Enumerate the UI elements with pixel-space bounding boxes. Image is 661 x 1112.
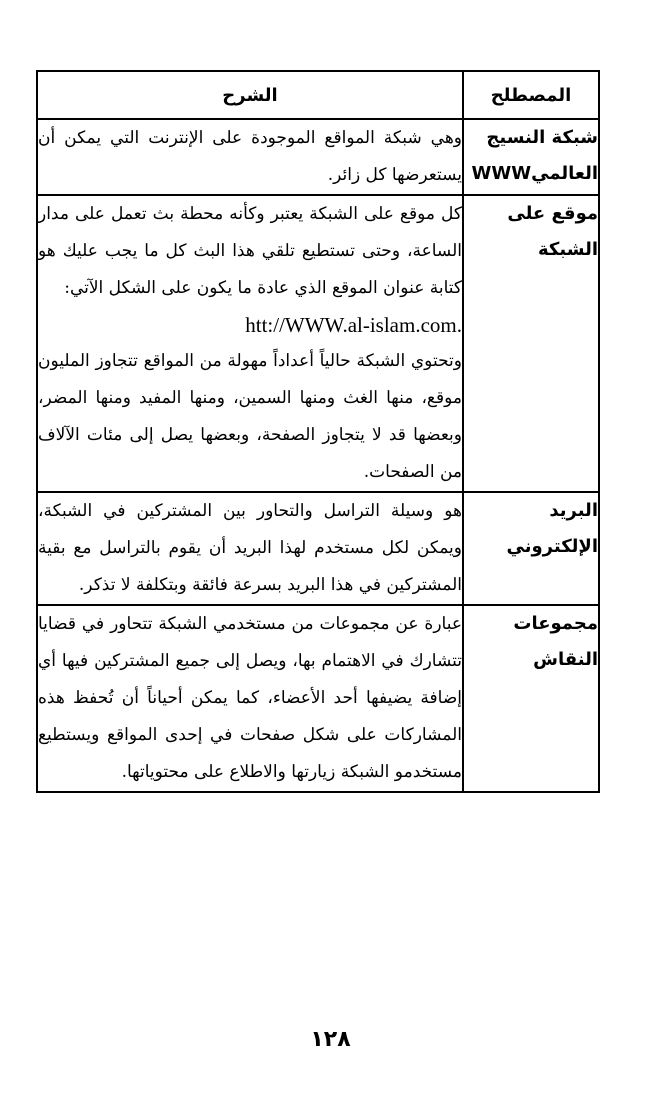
table-row [37, 195, 599, 492]
glossary-table [36, 70, 600, 793]
definition-cell: هو وسيلة التراسل والتحاور بين المشتركين في الشبكة، ويمكن لكل مستخدم لهذا البريد أن يقوم بالتراسل مع بقية المشتركين في هذا البريد بسرعة فائقة وبتكلفة لا تذكر. [37, 492, 463, 605]
term-cell: موقع على الشبكة [463, 195, 599, 492]
term-cell: شبكة النسيج العالميWWW [463, 119, 599, 195]
definition-column-header: الشرح [37, 71, 463, 119]
table-row [37, 119, 599, 195]
definition-paragraph: كل موقع على الشبكة يعتبر وكأنه محطة بث تعمل على مدار الساعة، وحتى تستطيع تلقي هذا البث كل ما يجب عليك هو كتابة عنوان الموقع الذي عادة ما يكون على الشكل الآتي: [38, 204, 462, 298]
term-cell: مجموعات النقاش [463, 605, 599, 792]
definition-paragraph: وتحتوي الشبكة حالياً أعداداً مهولة من المواقع تتجاوز المليون موقع، منها الغث ومنها السمين، ومنها المفيد ومنها المضر، وبعضها قد لا يتجاوز الصفحة، وبعضها يصل إلى مئات الآلاف من الصفحات. [38, 351, 462, 482]
term-cell: البريد الإلكتروني [463, 492, 599, 605]
term-column-header: المصطلح [463, 71, 599, 119]
example-url: htt://WWW.al-islam.com. [245, 313, 462, 337]
page-number: ١٢٨ [310, 1027, 351, 1052]
table-header-row [37, 71, 599, 119]
definition-cell: وهي شبكة المواقع الموجودة على الإنترنت التي يمكن أن يستعرضها كل زائر. [37, 119, 463, 195]
table-row [37, 492, 599, 605]
table-row [37, 605, 599, 792]
definition-cell: عبارة عن مجموعات من مستخدمي الشبكة تتحاور في قضايا تتشارك في الاهتمام بها، ويصل إلى جميع المشتركين فيها أي إضافة يضيفها أحد الأعضاء، كما يمكن أحياناً أن تُحفظ هذه المشاركات على شكل صفحات في إحدى المواقع ويستطيع مستخدمو الشبكة زيارتها والاطلاع على محتوياتها. [37, 605, 463, 792]
definition-cell [37, 195, 463, 492]
